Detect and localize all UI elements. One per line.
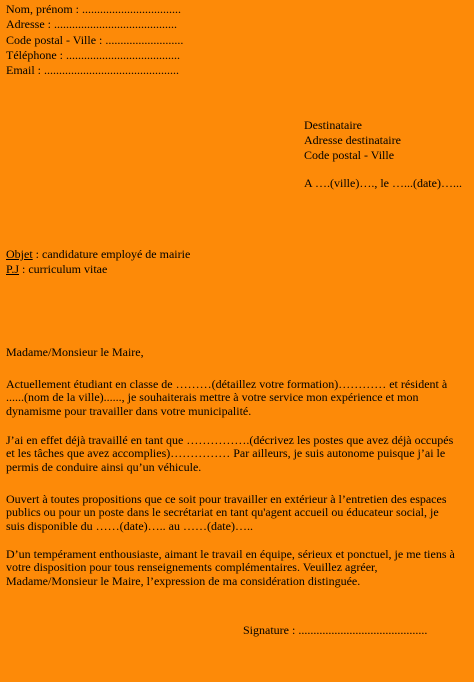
signature-line: Signature : ........................................... xyxy=(243,623,428,637)
paragraph-line: Ouvert à toutes propositions que ce soit pour travailler en extérieur à l’entretien des espaces xyxy=(6,492,447,506)
paragraph-line: Madame/Monsieur le Maire, l’expression de ma considération distinguée. xyxy=(6,573,361,588)
paragraph-line: suis disponible du ……(date)….. au ……(date)….. xyxy=(6,518,253,533)
recipient-name: Destinataire xyxy=(304,118,362,132)
paragraph-line: J’ai en effet déjà travaillé en tant que …………….(décrivez les postes que avez déjà occupés xyxy=(6,433,454,447)
subject-text: : candidature employé de mairie xyxy=(32,247,191,261)
subject-line xyxy=(6,248,190,261)
paragraph-line: votre disposition pour tous renseignements complémentaires. Veuillez agréer, xyxy=(6,560,378,575)
paragraph-line: permis de conduire ainsi qu’un véhicule. xyxy=(6,459,202,474)
paragraph-line: ......(nom de la ville)......, je souhaiterais mettre à votre service mon expérience et mon xyxy=(6,390,419,405)
recipient-address: Adresse destinataire xyxy=(304,133,401,147)
sender-address: Adresse : ......................................... xyxy=(6,17,177,31)
subject-label: Objet xyxy=(6,247,33,261)
salutation: Madame/Monsieur le Maire, xyxy=(6,345,144,359)
attachment-label: P.J xyxy=(6,262,20,276)
attachment-line xyxy=(6,263,107,276)
paragraph-line: D’un tempérament enthousiaste, aimant le travail en équipe, sérieux et ponctuel, je me tiens à xyxy=(6,547,455,561)
paragraph-1 xyxy=(6,378,468,418)
paragraph-2 xyxy=(6,434,468,474)
paragraph-line: et les tâches que avez accomplies)…………… Par ailleurs, je suis autonome puisque j’ai le xyxy=(6,446,446,461)
sender-email: Email : ............................................. xyxy=(6,63,179,77)
paragraph-line: dynamisme pour travailler dans votre municipalité. xyxy=(6,403,252,418)
paragraph-4 xyxy=(6,548,468,588)
recipient-place-date: A ….(ville)…., le …...(date)…... xyxy=(304,176,462,190)
paragraph-3 xyxy=(6,493,468,533)
paragraph-line: Actuellement étudiant en classe de ………(détaillez votre formation)………… et résident à xyxy=(6,377,448,391)
recipient-postal-city: Code postal - Ville xyxy=(304,148,395,162)
sender-phone: Téléphone : ...................................... xyxy=(6,48,180,62)
attachment-text: : curriculum vitae xyxy=(19,262,108,276)
paragraph-line: publics ou pour un poste dans le secrétariat en tant qu'agent accueil ou éducateur social, je xyxy=(6,505,439,520)
sender-name: Nom, prénom : ................................. xyxy=(6,2,181,16)
sender-postal-city: Code postal - Ville : .......................... xyxy=(6,33,184,47)
